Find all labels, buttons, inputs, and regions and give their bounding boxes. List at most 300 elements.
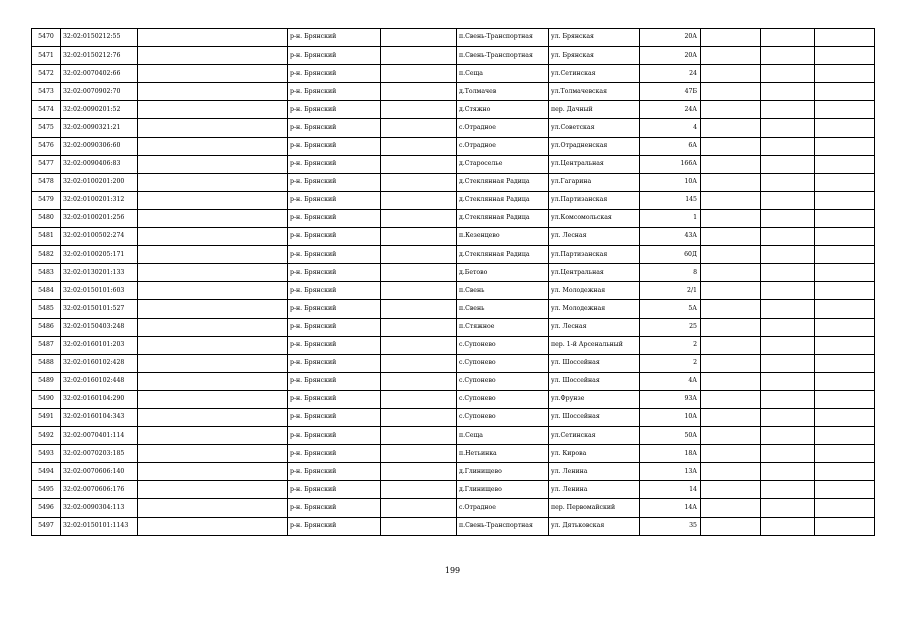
- cell-house-number: 50А: [640, 427, 701, 445]
- cell-cadastral-number: 32:02:0070606:140: [61, 463, 138, 481]
- cell-empty: [381, 282, 457, 300]
- cell-street: ул. Шоссейная: [549, 372, 640, 390]
- cell-empty: [138, 499, 288, 517]
- table-row: [32, 83, 875, 101]
- cell-empty: [761, 119, 815, 137]
- cell-empty: [701, 318, 761, 336]
- table-row: [32, 101, 875, 119]
- table-row: [32, 137, 875, 155]
- cell-locality: д.Стеклянная Радица: [457, 191, 549, 209]
- table-row: [32, 481, 875, 499]
- cell-street: ул.Сетинская: [549, 65, 640, 83]
- cell-district: р-н. Брянский: [288, 282, 381, 300]
- cell-district: р-н. Брянский: [288, 445, 381, 463]
- cell-street: ул. Лесная: [549, 318, 640, 336]
- cell-empty: [701, 264, 761, 282]
- cell-record-number: 5472: [32, 65, 61, 83]
- cell-empty: [701, 481, 761, 499]
- cell-house-number: 43А: [640, 228, 701, 246]
- cell-record-number: 5475: [32, 119, 61, 137]
- cell-locality: п.Нетьинка: [457, 445, 549, 463]
- cell-empty: [138, 300, 288, 318]
- cell-record-number: 5484: [32, 282, 61, 300]
- cell-empty: [381, 445, 457, 463]
- table-row: [32, 65, 875, 83]
- cell-empty: [138, 228, 288, 246]
- cell-district: р-н. Брянский: [288, 427, 381, 445]
- cell-locality: с.Супонево: [457, 354, 549, 372]
- cell-empty: [381, 119, 457, 137]
- cell-district: р-н. Брянский: [288, 137, 381, 155]
- cell-empty: [138, 173, 288, 191]
- cell-empty: [701, 463, 761, 481]
- cell-district: р-н. Брянский: [288, 390, 381, 408]
- cell-house-number: 2/1: [640, 282, 701, 300]
- cell-street: ул. Шоссейная: [549, 354, 640, 372]
- cell-empty: [761, 29, 815, 47]
- cell-empty: [701, 155, 761, 173]
- cell-empty: [138, 336, 288, 354]
- cell-cadastral-number: 32:02:0090321:21: [61, 119, 138, 137]
- cell-empty: [138, 155, 288, 173]
- cell-cadastral-number: 32:02:0100201:312: [61, 191, 138, 209]
- cell-locality: п.Свень-Транспортная: [457, 29, 549, 47]
- cell-empty: [761, 264, 815, 282]
- cell-record-number: 5470: [32, 29, 61, 47]
- cell-cadastral-number: 32:02:0150212:55: [61, 29, 138, 47]
- cell-empty: [761, 65, 815, 83]
- cell-locality: п.Свень: [457, 300, 549, 318]
- cell-empty: [761, 101, 815, 119]
- table-row: [32, 517, 875, 535]
- table-row: [32, 29, 875, 47]
- cell-district: р-н. Брянский: [288, 191, 381, 209]
- cell-district: р-н. Брянский: [288, 83, 381, 101]
- cell-cadastral-number: 32:02:0090304:113: [61, 499, 138, 517]
- cell-district: р-н. Брянский: [288, 246, 381, 264]
- cell-street: ул. Кирова: [549, 445, 640, 463]
- cell-empty: [761, 228, 815, 246]
- cell-empty: [381, 481, 457, 499]
- cell-empty: [138, 481, 288, 499]
- cell-empty: [761, 83, 815, 101]
- cell-empty: [381, 209, 457, 227]
- cell-empty: [381, 427, 457, 445]
- cell-cadastral-number: 32:02:0090406:83: [61, 155, 138, 173]
- cell-empty: [701, 65, 761, 83]
- cell-cadastral-number: 32:02:0150101:603: [61, 282, 138, 300]
- cell-house-number: 14: [640, 481, 701, 499]
- cell-empty: [815, 173, 875, 191]
- cell-district: р-н. Брянский: [288, 101, 381, 119]
- cell-empty: [701, 499, 761, 517]
- cell-empty: [701, 47, 761, 65]
- cell-empty: [815, 228, 875, 246]
- table-row: [32, 499, 875, 517]
- cell-record-number: 5482: [32, 246, 61, 264]
- cell-empty: [815, 29, 875, 47]
- cell-record-number: 5494: [32, 463, 61, 481]
- cell-cadastral-number: 32:02:0090306:60: [61, 137, 138, 155]
- cell-empty: [138, 408, 288, 426]
- cell-district: р-н. Брянский: [288, 354, 381, 372]
- cell-empty: [138, 209, 288, 227]
- cell-locality: д.Толмачев: [457, 83, 549, 101]
- table-row: [32, 390, 875, 408]
- cell-empty: [381, 318, 457, 336]
- cell-locality: п.Свень: [457, 282, 549, 300]
- cell-house-number: 10А: [640, 408, 701, 426]
- cell-district: р-н. Брянский: [288, 408, 381, 426]
- cell-record-number: 5488: [32, 354, 61, 372]
- cell-house-number: 47Б: [640, 83, 701, 101]
- cell-cadastral-number: 32:02:0160102:448: [61, 372, 138, 390]
- cell-cadastral-number: 32:02:0090201:52: [61, 101, 138, 119]
- cell-locality: с.Отрадное: [457, 137, 549, 155]
- cell-empty: [138, 47, 288, 65]
- cell-empty: [761, 191, 815, 209]
- cell-street: ул. Молодежная: [549, 300, 640, 318]
- cell-street: ул. Брянская: [549, 29, 640, 47]
- cell-empty: [761, 282, 815, 300]
- cell-empty: [381, 228, 457, 246]
- cell-cadastral-number: 32:02:0100205:171: [61, 246, 138, 264]
- cell-house-number: 4А: [640, 372, 701, 390]
- cell-empty: [761, 390, 815, 408]
- cell-empty: [815, 264, 875, 282]
- property-registry-table: [31, 28, 875, 536]
- cell-district: р-н. Брянский: [288, 264, 381, 282]
- cell-street: ул.Центральная: [549, 264, 640, 282]
- cell-empty: [701, 101, 761, 119]
- cell-street: ул.Партизанская: [549, 191, 640, 209]
- cell-empty: [815, 300, 875, 318]
- table-row: [32, 354, 875, 372]
- cell-street: ул. Молодежная: [549, 282, 640, 300]
- cell-locality: д.Стеклянная Радица: [457, 173, 549, 191]
- cell-house-number: 14А: [640, 499, 701, 517]
- cell-house-number: 24А: [640, 101, 701, 119]
- cell-empty: [381, 137, 457, 155]
- cell-record-number: 5495: [32, 481, 61, 499]
- cell-empty: [815, 354, 875, 372]
- table-row: [32, 463, 875, 481]
- table-row: [32, 427, 875, 445]
- cell-empty: [761, 300, 815, 318]
- cell-record-number: 5487: [32, 336, 61, 354]
- cell-empty: [761, 155, 815, 173]
- cell-empty: [815, 65, 875, 83]
- cell-record-number: 5486: [32, 318, 61, 336]
- cell-locality: п.Стяжное: [457, 318, 549, 336]
- cell-record-number: 5491: [32, 408, 61, 426]
- cell-house-number: 18А: [640, 445, 701, 463]
- cell-cadastral-number: 32:02:0070203:185: [61, 445, 138, 463]
- cell-street: ул.Толмачевская: [549, 83, 640, 101]
- cell-street: пер. 1-й Арсенальный: [549, 336, 640, 354]
- cell-empty: [138, 246, 288, 264]
- cell-street: ул. Брянская: [549, 47, 640, 65]
- cell-house-number: 13А: [640, 463, 701, 481]
- cell-empty: [138, 354, 288, 372]
- cell-empty: [381, 65, 457, 83]
- table-row: [32, 191, 875, 209]
- cell-empty: [815, 463, 875, 481]
- cell-street: ул.Комсомольская: [549, 209, 640, 227]
- cell-house-number: 145: [640, 191, 701, 209]
- cell-house-number: 20А: [640, 47, 701, 65]
- cell-empty: [761, 499, 815, 517]
- cell-locality: с.Супонево: [457, 372, 549, 390]
- cell-locality: д.Староселье: [457, 155, 549, 173]
- table-row: [32, 336, 875, 354]
- cell-empty: [381, 408, 457, 426]
- cell-district: р-н. Брянский: [288, 336, 381, 354]
- cell-cadastral-number: 32:02:0070402:66: [61, 65, 138, 83]
- cell-district: р-н. Брянский: [288, 209, 381, 227]
- cell-cadastral-number: 32:02:0070606:176: [61, 481, 138, 499]
- cell-empty: [701, 372, 761, 390]
- cell-house-number: 8: [640, 264, 701, 282]
- cell-empty: [701, 191, 761, 209]
- cell-locality: с.Отрадное: [457, 499, 549, 517]
- cell-empty: [381, 264, 457, 282]
- cell-cadastral-number: 32:02:0160101:203: [61, 336, 138, 354]
- cell-district: р-н. Брянский: [288, 481, 381, 499]
- cell-record-number: 5477: [32, 155, 61, 173]
- cell-district: р-н. Брянский: [288, 65, 381, 83]
- cell-empty: [761, 47, 815, 65]
- cell-empty: [381, 463, 457, 481]
- cell-empty: [815, 318, 875, 336]
- table-row: [32, 300, 875, 318]
- table-row: [32, 228, 875, 246]
- cell-empty: [701, 246, 761, 264]
- cell-empty: [701, 282, 761, 300]
- cell-street: ул.Фрунзе: [549, 390, 640, 408]
- cell-record-number: 5479: [32, 191, 61, 209]
- cell-empty: [815, 83, 875, 101]
- cell-house-number: 24: [640, 65, 701, 83]
- cell-empty: [701, 445, 761, 463]
- cell-district: р-н. Брянский: [288, 499, 381, 517]
- cell-house-number: 6А: [640, 137, 701, 155]
- cell-record-number: 5476: [32, 137, 61, 155]
- cell-cadastral-number: 32:02:0100502:274: [61, 228, 138, 246]
- cell-empty: [701, 408, 761, 426]
- cell-district: р-н. Брянский: [288, 155, 381, 173]
- cell-locality: п.Кезенцево: [457, 228, 549, 246]
- cell-street: пер. Дачный: [549, 101, 640, 119]
- cell-empty: [701, 83, 761, 101]
- table-row: [32, 47, 875, 65]
- cell-locality: д.Стяжно: [457, 101, 549, 119]
- cell-house-number: 20А: [640, 29, 701, 47]
- table-row: [32, 246, 875, 264]
- cell-locality: п.Свень-Транспортная: [457, 47, 549, 65]
- cell-locality: п.Свень-Транспортная: [457, 517, 549, 535]
- cell-empty: [138, 372, 288, 390]
- cell-street: ул.Сетинская: [549, 427, 640, 445]
- cell-empty: [701, 517, 761, 535]
- cell-empty: [815, 372, 875, 390]
- cell-empty: [761, 209, 815, 227]
- cell-empty: [761, 445, 815, 463]
- cell-empty: [761, 463, 815, 481]
- cell-street: ул.Центральная: [549, 155, 640, 173]
- cell-empty: [138, 65, 288, 83]
- table-row: [32, 282, 875, 300]
- cell-record-number: 5471: [32, 47, 61, 65]
- cell-empty: [815, 101, 875, 119]
- cell-record-number: 5473: [32, 83, 61, 101]
- cell-locality: с.Отрадное: [457, 119, 549, 137]
- cell-district: р-н. Брянский: [288, 463, 381, 481]
- cell-empty: [138, 29, 288, 47]
- cell-empty: [138, 101, 288, 119]
- cell-cadastral-number: 32:02:0150403:248: [61, 318, 138, 336]
- cell-empty: [138, 264, 288, 282]
- cell-house-number: 25: [640, 318, 701, 336]
- cell-empty: [381, 390, 457, 408]
- cell-record-number: 5480: [32, 209, 61, 227]
- cell-empty: [701, 390, 761, 408]
- table-row: [32, 408, 875, 426]
- cell-cadastral-number: 32:02:0160104:343: [61, 408, 138, 426]
- cell-empty: [701, 209, 761, 227]
- cell-record-number: 5481: [32, 228, 61, 246]
- cell-record-number: 5485: [32, 300, 61, 318]
- cell-empty: [701, 137, 761, 155]
- cell-house-number: 2: [640, 336, 701, 354]
- cell-empty: [761, 372, 815, 390]
- cell-empty: [138, 282, 288, 300]
- cell-empty: [381, 191, 457, 209]
- cell-empty: [701, 300, 761, 318]
- cell-empty: [761, 408, 815, 426]
- cell-record-number: 5489: [32, 372, 61, 390]
- cell-empty: [701, 427, 761, 445]
- cell-empty: [815, 209, 875, 227]
- cell-empty: [761, 427, 815, 445]
- cell-empty: [761, 173, 815, 191]
- cell-empty: [138, 390, 288, 408]
- cell-district: р-н. Брянский: [288, 173, 381, 191]
- cell-empty: [381, 246, 457, 264]
- cell-empty: [815, 336, 875, 354]
- table-row: [32, 119, 875, 137]
- cell-empty: [701, 228, 761, 246]
- cell-empty: [815, 445, 875, 463]
- cell-empty: [815, 282, 875, 300]
- cell-street: ул.Партизанская: [549, 246, 640, 264]
- cell-district: р-н. Брянский: [288, 119, 381, 137]
- cell-empty: [381, 354, 457, 372]
- cell-district: р-н. Брянский: [288, 300, 381, 318]
- cell-empty: [138, 83, 288, 101]
- cell-district: р-н. Брянский: [288, 47, 381, 65]
- table-row: [32, 445, 875, 463]
- cell-street: ул.Гагарина: [549, 173, 640, 191]
- cell-empty: [701, 29, 761, 47]
- cell-street: пер. Первомайский: [549, 499, 640, 517]
- cell-district: р-н. Брянский: [288, 517, 381, 535]
- cell-empty: [138, 445, 288, 463]
- cell-empty: [815, 408, 875, 426]
- cell-cadastral-number: 32:02:0160104:290: [61, 390, 138, 408]
- table-row: [32, 209, 875, 227]
- cell-empty: [815, 119, 875, 137]
- registry-sheet: [31, 28, 874, 536]
- cell-record-number: 5492: [32, 427, 61, 445]
- cell-locality: с.Супонево: [457, 390, 549, 408]
- cell-district: р-н. Брянский: [288, 228, 381, 246]
- cell-house-number: 60Д: [640, 246, 701, 264]
- cell-street: ул. Шоссейная: [549, 408, 640, 426]
- cell-cadastral-number: 32:02:0150212:76: [61, 47, 138, 65]
- cell-empty: [138, 318, 288, 336]
- cell-empty: [815, 155, 875, 173]
- table-body: [32, 29, 875, 536]
- cell-house-number: 1: [640, 209, 701, 227]
- cell-locality: д.Стеклянная Радица: [457, 209, 549, 227]
- cell-empty: [381, 173, 457, 191]
- cell-locality: д.Глинищево: [457, 463, 549, 481]
- cell-street: ул.Советская: [549, 119, 640, 137]
- cell-locality: с.Супонево: [457, 408, 549, 426]
- cell-empty: [761, 246, 815, 264]
- cell-cadastral-number: 32:02:0150101:527: [61, 300, 138, 318]
- cell-record-number: 5496: [32, 499, 61, 517]
- cell-empty: [815, 517, 875, 535]
- cell-district: р-н. Брянский: [288, 318, 381, 336]
- cell-record-number: 5483: [32, 264, 61, 282]
- cell-empty: [138, 191, 288, 209]
- cell-street: ул. Ленина: [549, 463, 640, 481]
- cell-record-number: 5474: [32, 101, 61, 119]
- cell-house-number: 166А: [640, 155, 701, 173]
- cell-house-number: 5А: [640, 300, 701, 318]
- cell-empty: [381, 47, 457, 65]
- cell-cadastral-number: 32:02:0070401:114: [61, 427, 138, 445]
- cell-empty: [381, 336, 457, 354]
- cell-district: р-н. Брянский: [288, 372, 381, 390]
- cell-empty: [701, 336, 761, 354]
- cell-house-number: 4: [640, 119, 701, 137]
- cell-locality: п.Сеща: [457, 427, 549, 445]
- cell-empty: [761, 137, 815, 155]
- table-row: [32, 264, 875, 282]
- cell-district: р-н. Брянский: [288, 29, 381, 47]
- cell-empty: [381, 499, 457, 517]
- table-row: [32, 318, 875, 336]
- cell-empty: [381, 155, 457, 173]
- cell-empty: [815, 191, 875, 209]
- cell-empty: [381, 372, 457, 390]
- cell-empty: [815, 246, 875, 264]
- table-row: [32, 372, 875, 390]
- cell-empty: [701, 119, 761, 137]
- cell-house-number: 35: [640, 517, 701, 535]
- cell-empty: [761, 318, 815, 336]
- cell-locality: п.Сеща: [457, 65, 549, 83]
- cell-cadastral-number: 32:02:0150101:1143: [61, 517, 138, 535]
- cell-empty: [381, 83, 457, 101]
- cell-empty: [761, 517, 815, 535]
- cell-empty: [138, 427, 288, 445]
- cell-street: ул. Лесная: [549, 228, 640, 246]
- cell-empty: [761, 336, 815, 354]
